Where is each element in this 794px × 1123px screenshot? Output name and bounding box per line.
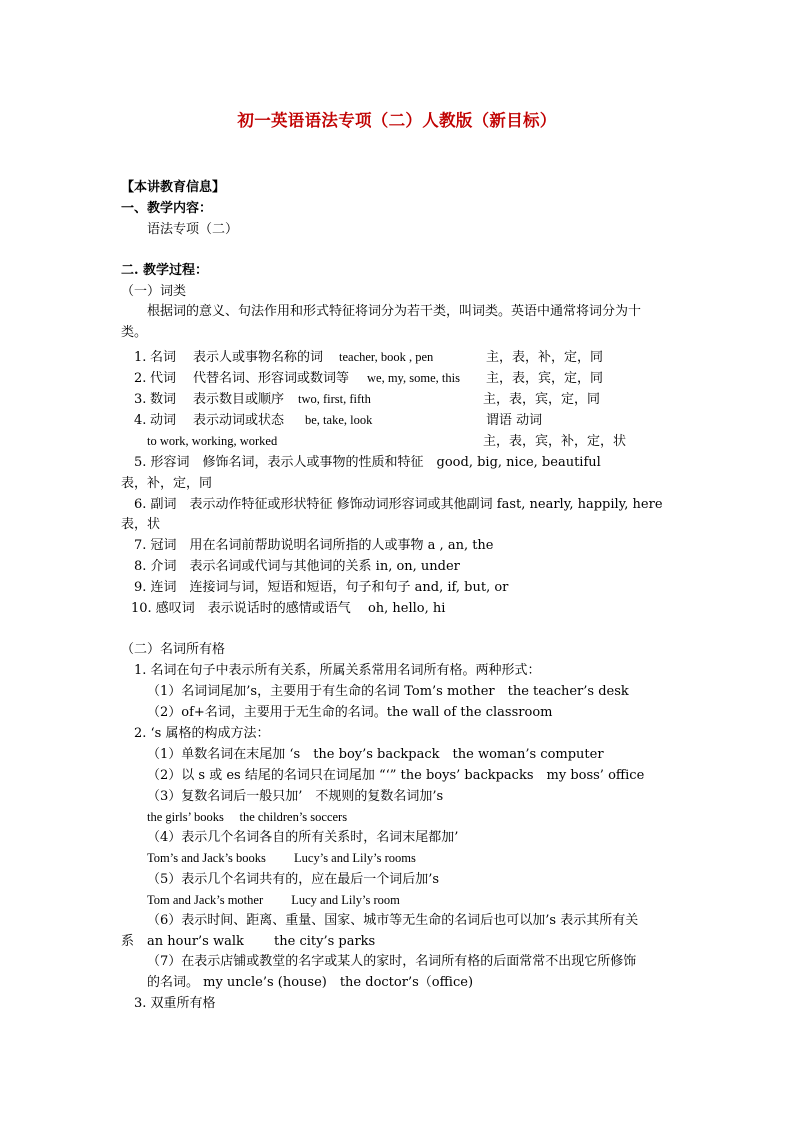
possessive-subpoint-cont: 的名词。 my uncle’s (house) the doctor’s（office) (147, 975, 474, 990)
document-title: 初一英语语法专项（二）人教版（新目标） (237, 111, 557, 130)
word-class-item-verb-forms: to work, working, worked (147, 434, 278, 448)
possessive-subpoint: （5）表示几个名词共有的，应在最后一个词后加’s (147, 872, 440, 887)
teaching-content-heading: 一、教学内容： (121, 201, 213, 216)
possessive-point: 1. 名词在句子中表示所有关系，所属关系常用名词所有格。两种形式： (134, 663, 541, 678)
teaching-content-text: 语法专项（二） (147, 222, 239, 237)
possessive-example: Tom’s and Jack’s books Lucy’s and Lily’s rooms (147, 851, 416, 865)
possessive-heading: （二）名词所有格 (121, 642, 226, 657)
possessive-subpoint: （1）单数名词在末尾加 ‘s the boy’s backpack the woman’s computer (147, 747, 604, 762)
possessive-subpoint-cont: 系 an hour’s walk the city’s parks (121, 934, 376, 949)
possessive-subpoint: （1）名词词尾加’s，主要用于有生命的名词 Tom’s mother the teacher’s desk (147, 684, 629, 699)
word-class-item: 10. 感叹词 表示说话时的感情或语气 oh, hello, hi (131, 601, 446, 616)
word-class-heading: （一）词类 (121, 284, 187, 299)
word-class-item: 6. 副词 表示动作特征或形状特征 修饰动词形容词或其他副词 fast, nearly, happily, here (134, 497, 663, 512)
teaching-process-heading: 二. 教学过程： (121, 263, 209, 278)
word-class-intro-cont: 类。 (121, 325, 148, 340)
possessive-subpoint: （2）of+名词，主要用于无生命的名词。the wall of the classroom (147, 705, 553, 720)
word-class-item: 8. 介词 表示名词或代词与其他词的关系 in, on, under (134, 559, 460, 574)
word-class-item: 7. 冠词 用在名词前帮助说明名词所指的人或事物 a , an, the (134, 538, 494, 553)
possessive-subpoint: （7）在表示店铺或教堂的名字或某人的家时，名词所有格的后面常常不出现它所修饰 (147, 954, 637, 969)
possessive-point: 2. ‘s 属格的构成方法： (134, 726, 270, 741)
word-class-item-cont: 表，补，定，同 (121, 476, 213, 491)
possessive-example: Tom and Jack’s mother Lucy and Lily’s room (147, 893, 400, 907)
word-class-item-verb-functions: 主，表，宾，补，定，状 (483, 434, 627, 449)
possessive-point: 3. 双重所有格 (134, 996, 216, 1011)
word-class-item: 5. 形容词 修饰名词，表示人或事物的性质和特征 good, big, nice, beautiful (134, 455, 601, 470)
possessive-example: the girls’ books the children’s soccers (147, 810, 348, 824)
possessive-subpoint: （4）表示几个名词各自的所有关系时，名词末尾都加’ (147, 830, 459, 845)
possessive-subpoint: （2）以 s 或 es 结尾的名词只在词尾加 “‘” the boys’ backpacks my boss’ office (147, 768, 645, 783)
possessive-subpoint: （3）复数名词后一般只加’ 不规则的复数名词加’s (147, 789, 444, 804)
word-class-intro: 根据词的意义、句法作用和形式特征将词分为若干类，叫词类。英语中通常将词分为十 (147, 304, 642, 319)
section-header: 【本讲教育信息】 (121, 180, 226, 195)
word-class-item: 9. 连词 连接词与词，短语和短语，句子和句子 and, if, but, or (134, 580, 509, 595)
possessive-subpoint: （6）表示时间、距离、重量、国家、城市等无生命的名词后也可以加’s 表示其所有关 (147, 913, 639, 928)
word-class-item-cont: 表，状 (121, 517, 161, 532)
